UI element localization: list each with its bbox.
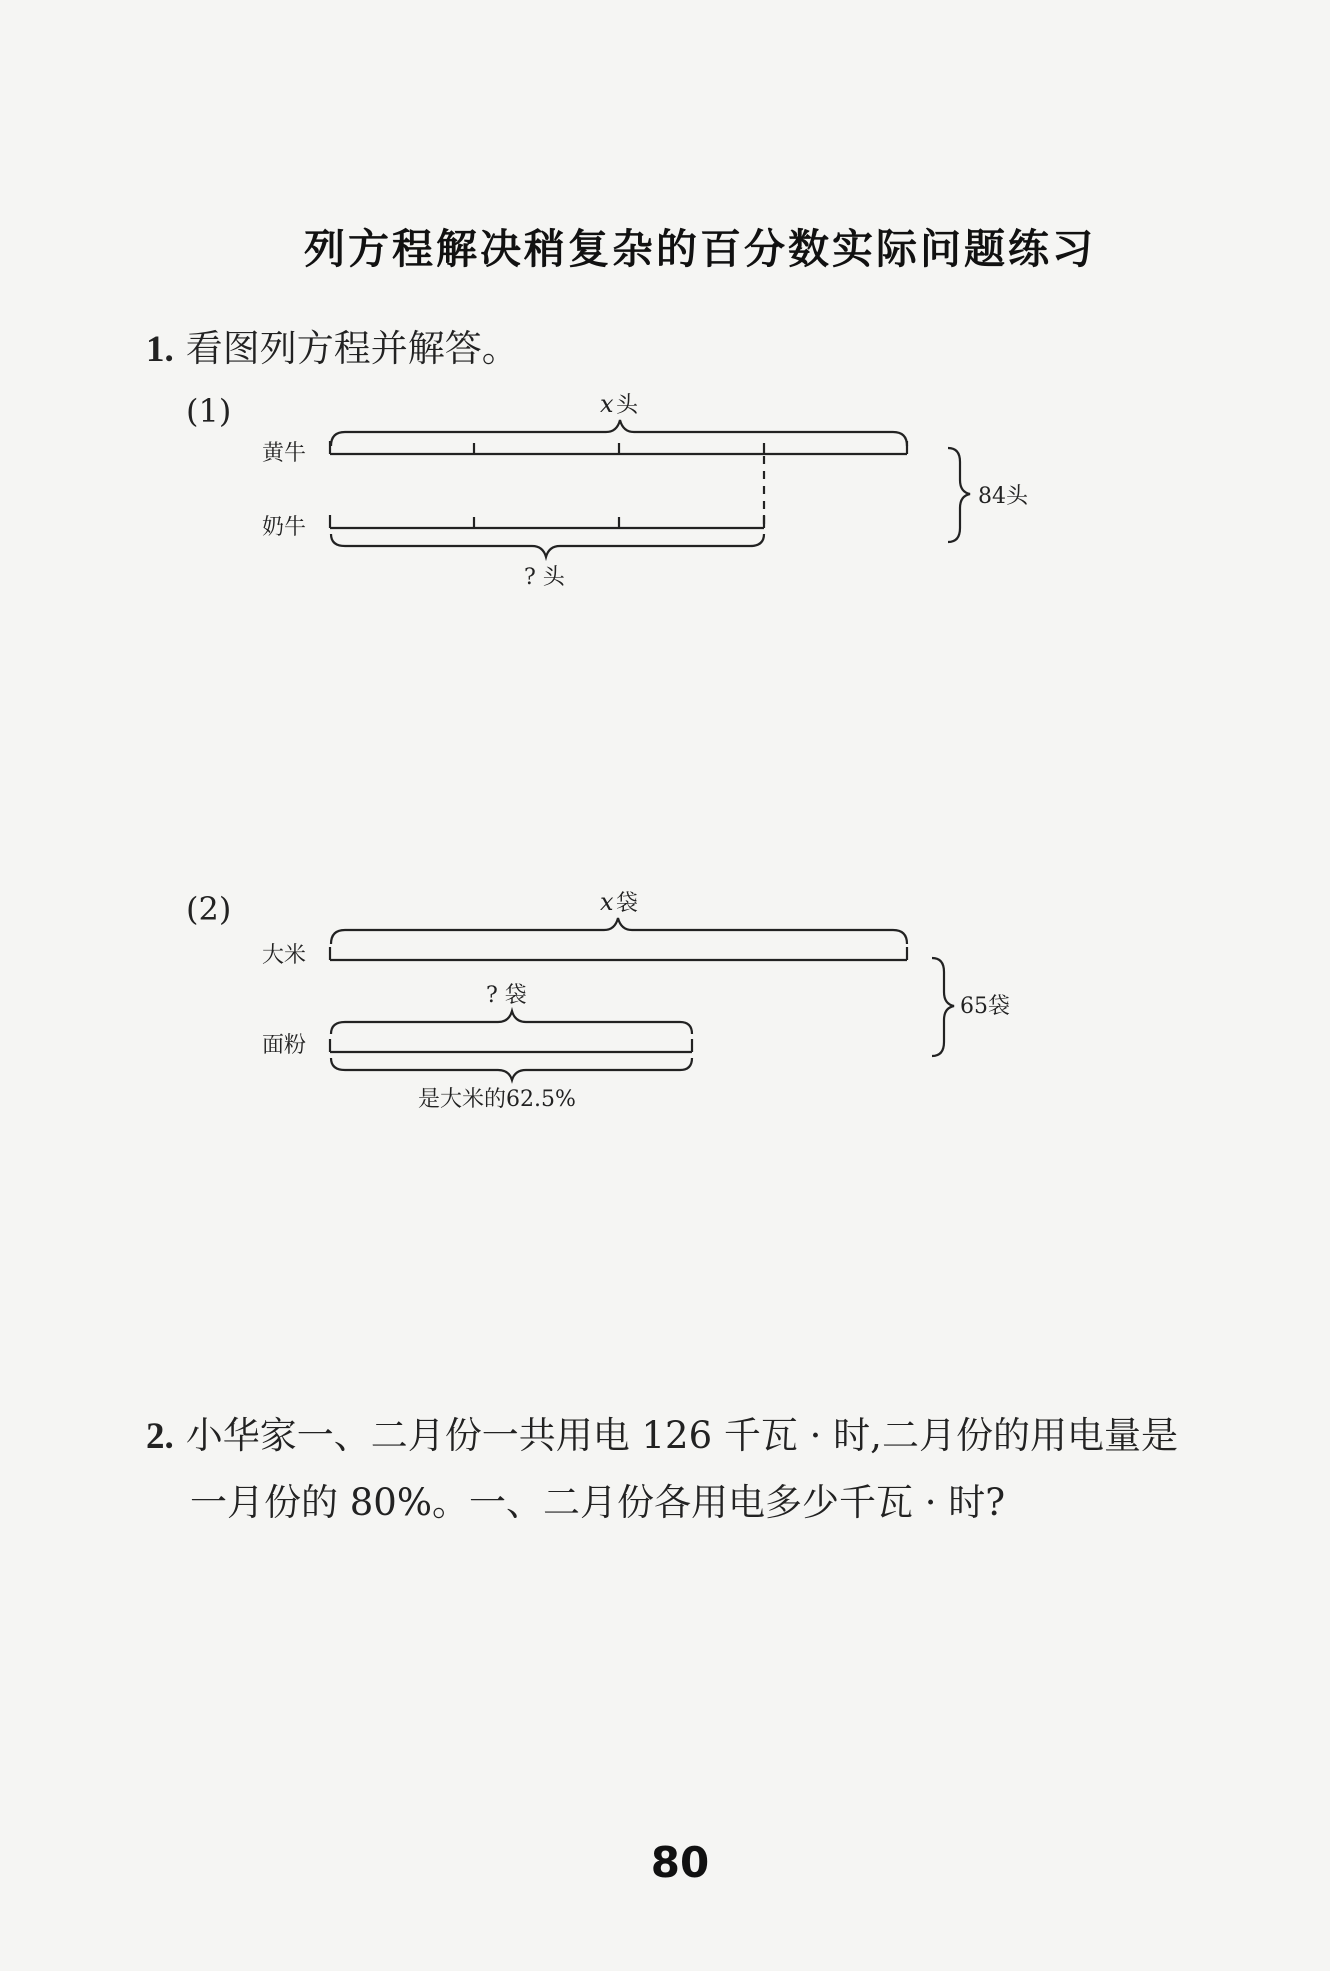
dami-label: 大米 (262, 943, 307, 968)
bottom-label-2: 是大米的62.5% (418, 1087, 576, 1112)
page-number: 80 (650, 1838, 710, 1887)
total-label-1: 84头 (978, 484, 1028, 509)
question-2 (146, 1405, 1178, 1459)
huangniu-label: 黄牛 (262, 441, 307, 466)
bottom-label-1: ? 头 (524, 565, 565, 590)
top-x-var-2: x (600, 888, 614, 916)
total-label-2: 65袋 (960, 994, 1010, 1019)
part-1-label: (1) (186, 392, 232, 430)
top-x-unit-1: 头 (616, 393, 639, 418)
question-2-line-1: 小华家一、二月份一共用电 126 千瓦 · 时,二月份的用电量是 (185, 1414, 1178, 1457)
part-2-label: (2) (186, 890, 232, 928)
page-title: 列方程解决稍复杂的百分数实际问题练习 (304, 225, 1096, 273)
question-1-number: 1. (146, 329, 174, 370)
mianfen-label: 面粉 (262, 1033, 307, 1058)
question-2-line-2: 一月份的 80%。一、二月份各用电多少千瓦 · 时? (190, 1481, 1006, 1524)
question-1-text: 看图列方程并解答。 (185, 327, 519, 370)
bottom-brace-2 (331, 1058, 692, 1080)
top-brace-2 (331, 918, 907, 944)
top-x-var-1: x (600, 390, 614, 418)
right-brace-2 (932, 958, 954, 1056)
question-2-number: 2. (146, 1416, 174, 1457)
top-x-unit-2: 袋 (616, 891, 639, 916)
nainiu-label: 奶牛 (262, 515, 307, 540)
mid-brace-2 (331, 1011, 692, 1034)
mid-label-2: ? 袋 (486, 983, 527, 1008)
